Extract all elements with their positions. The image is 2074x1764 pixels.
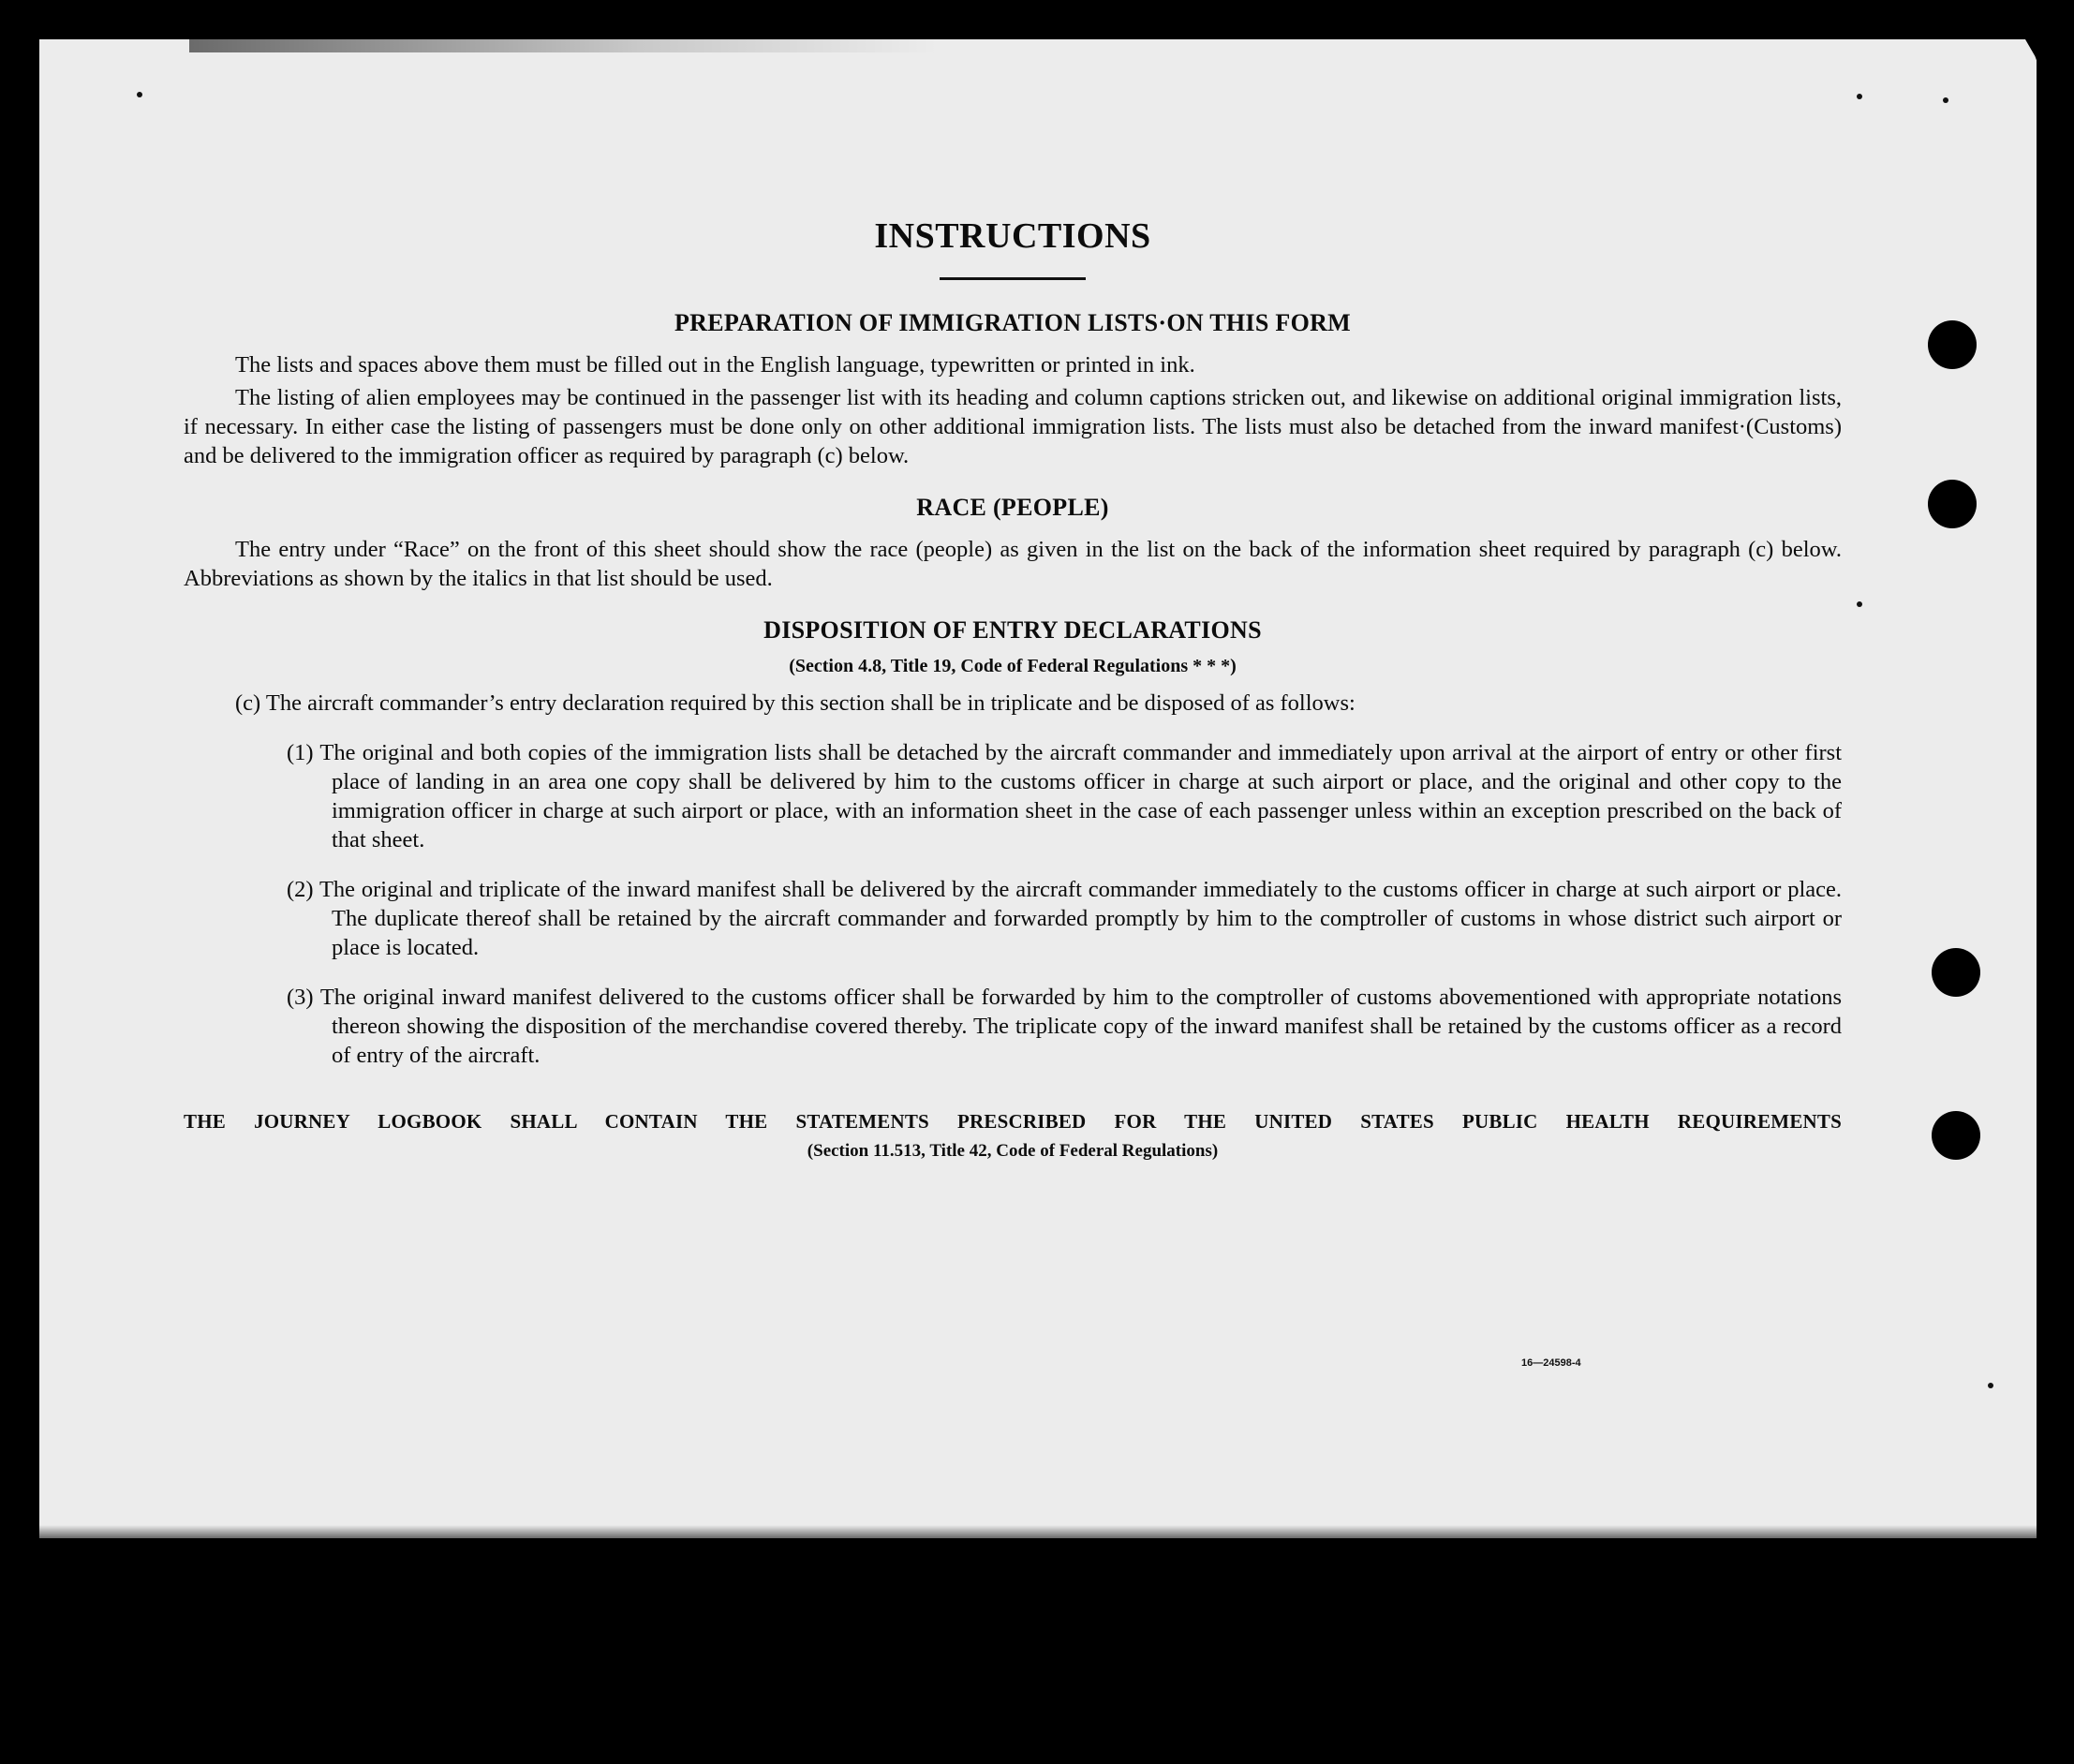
- section-heading: DISPOSITION OF ENTRY DECLARATIONS: [763, 616, 1262, 644]
- page-bottom-edge: [39, 1525, 2037, 1538]
- section-preparation: [184, 308, 1842, 470]
- item-text: The original and triplicate of the inward manifest shall be delivered by the aircraft commander immediately to the customs officer in charge at such airport or place. The duplicate thereof shall be retained by the aircraft commander and forwarded promptly by him to the comptroller of customs in whose district such airport or place is located.: [319, 877, 1842, 960]
- list-item: [184, 875, 1842, 962]
- punch-hole: [1932, 1111, 1980, 1160]
- list-item: [184, 983, 1842, 1070]
- paragraph: The lists and spaces above them must be filled out in the English language, typewritten or printed in ink.: [235, 352, 1195, 378]
- punch-hole: [1928, 320, 1977, 369]
- section-heading: RACE (PEOPLE): [916, 494, 1109, 521]
- title-underline: [940, 277, 1086, 280]
- scan-speck: [1988, 1383, 1993, 1388]
- page-title: INSTRUCTIONS: [874, 216, 1151, 256]
- form-number: 16—24598-4: [1521, 1357, 1581, 1369]
- punch-hole: [1932, 948, 1980, 997]
- clause-c: [184, 689, 1842, 718]
- paragraph: The entry under “Race” on the front of this sheet should show the race (people) as given in the list on the back of the information sheet required by paragraph (c) below. Abbreviations as shown by the italics in that list should be used.: [184, 537, 1842, 591]
- list-item: [184, 738, 1842, 854]
- item-text: The original inward manifest delivered to the customs officer shall be forwarded by him to the comptroller of customs abovementioned with appropriate notations thereon showing the disposition of the merchandise covered thereby. The triplicate copy of the inward manifest shall be retained by the customs officer as a record of entry of the aircraft.: [319, 985, 1842, 1068]
- footer-citation: (Section 11.513, Title 42, Code of Federal Regulations): [807, 1141, 1219, 1161]
- section-race: [184, 493, 1842, 593]
- section-citation: (Section 4.8, Title 19, Code of Federal Regulations * * *): [789, 656, 1237, 676]
- paragraph: The listing of alien employees may be continued in the passenger list with its heading and column captions stricken out, and likewise on additional original immigration lists, if necessary. In either case the listing of passengers must be done only on other additional immigration lists. The lists must also be detached from the inward manifest·(Customs) and be delivered to the immigration officer as required by paragraph (c) below.: [184, 385, 1842, 468]
- instructions-body: [184, 215, 1842, 1165]
- clause-label: (c): [235, 690, 261, 716]
- page-corner-fold: [2025, 39, 2050, 96]
- scan-speck: [1857, 601, 1862, 607]
- item-number: (3): [287, 985, 314, 1010]
- item-number: (2): [287, 877, 314, 902]
- scan-speck: [1943, 97, 1948, 103]
- scan-speck: [137, 92, 142, 97]
- section-disposition: [184, 615, 1842, 1070]
- scan-speck: [1857, 94, 1862, 99]
- punch-hole: [1928, 480, 1977, 528]
- scan-smudge: [189, 39, 939, 52]
- clause-text: The aircraft commander’s entry declaration required by this section shall be in triplicate and be disposed of as follows:: [265, 690, 1356, 716]
- item-text: The original and both copies of the immigration lists shall be detached by the aircraft commander and immediately upon arrival at the airport of entry or other first place of landing in an area one copy shall be delivered by him to the customs officer in charge at such airport or place, and the original and other copy to the immigration officer in charge at such airport or place, with an information sheet in the case of each passenger unless within an exception prescribed on the back of that sheet.: [319, 740, 1843, 852]
- footer-heading: THE JOURNEY LOGBOOK SHALL CONTAIN THE STATEMENTS PRESCRIBED FOR THE UNITED STATES PUBLIC HEALTH REQUIREMENTS: [184, 1110, 1842, 1133]
- section-heading: PREPARATION OF IMMIGRATION LISTS·ON THIS FORM: [674, 309, 1352, 336]
- item-number: (1): [287, 740, 314, 765]
